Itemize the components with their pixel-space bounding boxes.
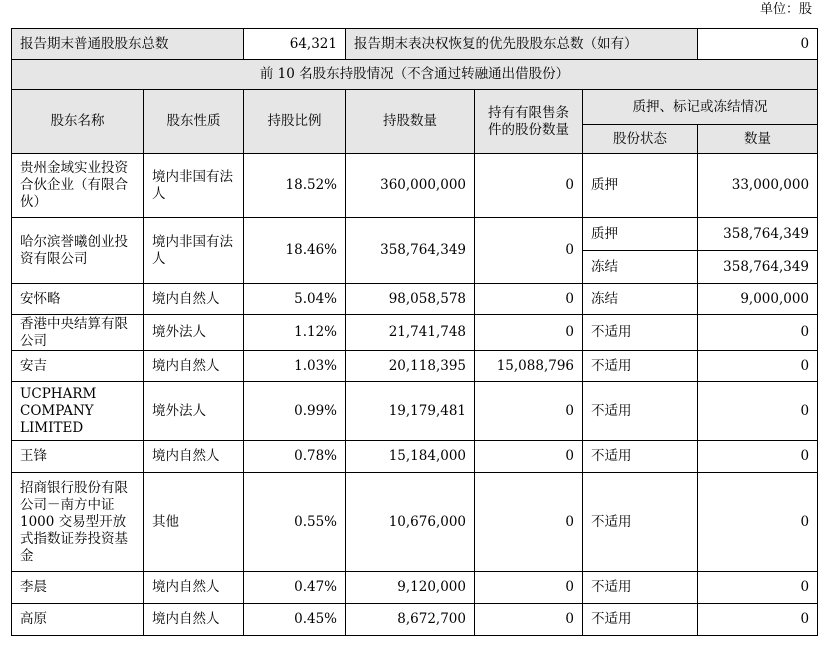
common-holders-label: 报告期末普通股股东总数 — [12, 29, 244, 60]
shareholder-name: UCPHARM COMPANY LIMITED — [12, 382, 144, 441]
preferred-holders-value: 0 — [698, 29, 818, 60]
share-status-quantity: 0 — [698, 441, 818, 473]
share-status-quantity: 0 — [698, 473, 818, 572]
holding-quantity: 358,764,349 — [346, 218, 475, 284]
holding-quantity: 360,000,000 — [346, 154, 475, 218]
holding-ratio: 0.99% — [244, 382, 346, 441]
share-status-quantity: 0 — [698, 382, 818, 441]
holding-quantity: 8,672,700 — [346, 604, 475, 636]
share-status: 不适用 — [583, 315, 698, 351]
shareholder-nature: 境内自然人 — [144, 284, 244, 315]
restricted-quantity: 0 — [475, 441, 583, 473]
holding-quantity: 20,118,395 — [346, 351, 475, 382]
share-status-quantity: 0 — [698, 351, 818, 382]
col-header-ratio: 持股比例 — [244, 90, 346, 154]
share-status-quantity: 0 — [698, 572, 818, 604]
holding-ratio: 0.45% — [244, 604, 346, 636]
table-row — [12, 315, 818, 351]
holding-quantity: 21,741,748 — [346, 315, 475, 351]
restricted-quantity: 0 — [475, 382, 583, 441]
shareholder-nature: 其他 — [144, 473, 244, 572]
col-header-pledge-status: 股份状态 — [583, 125, 698, 154]
share-status: 质押 — [583, 218, 698, 251]
share-status: 冻结 — [583, 251, 698, 284]
restricted-quantity: 0 — [475, 284, 583, 315]
shareholder-name: 高原 — [12, 604, 144, 636]
common-holders-value: 64,321 — [244, 29, 346, 60]
holding-ratio: 0.78% — [244, 441, 346, 473]
shareholder-nature: 境内自然人 — [144, 441, 244, 473]
table-row — [12, 154, 818, 218]
table-row — [12, 441, 818, 473]
col-header-nature: 股东性质 — [144, 90, 244, 154]
holding-quantity: 10,676,000 — [346, 473, 475, 572]
share-status-quantity: 0 — [698, 315, 818, 351]
share-status: 不适用 — [583, 473, 698, 572]
preferred-holders-label: 报告期末表决权恢复的优先股股东总数（如有） — [346, 29, 698, 60]
share-status: 不适用 — [583, 382, 698, 441]
table-row — [12, 473, 818, 572]
col-header-pledge-group: 质押、标记或冻结情况 — [583, 90, 818, 125]
shareholder-name: 王锋 — [12, 441, 144, 473]
col-header-quantity: 持股数量 — [346, 90, 475, 154]
holding-ratio: 1.03% — [244, 351, 346, 382]
holding-ratio: 5.04% — [244, 284, 346, 315]
share-status-quantity: 0 — [698, 604, 818, 636]
holding-ratio: 18.52% — [244, 154, 346, 218]
section-title-row — [12, 60, 818, 90]
unit-label: 单位：股 — [759, 2, 812, 17]
shareholder-name: 贵州金域实业投资合伙企业（有限合伙） — [12, 154, 144, 218]
shareholder-name: 招商银行股份有限公司－南方中证 1000 交易型开放式指数证券投资基金 — [12, 473, 144, 572]
shareholder-name: 香港中央结算有限公司 — [12, 315, 144, 351]
share-status-quantity: 358,764,349 — [698, 218, 818, 251]
shareholder-name: 安吉 — [12, 351, 144, 382]
shareholder-nature: 境内自然人 — [144, 604, 244, 636]
table-row — [12, 604, 818, 636]
holding-ratio: 18.46% — [244, 218, 346, 284]
shareholder-nature: 境内自然人 — [144, 572, 244, 604]
restricted-quantity: 15,088,796 — [475, 351, 583, 382]
header-row — [12, 90, 818, 125]
share-status: 不适用 — [583, 604, 698, 636]
holding-ratio: 1.12% — [244, 315, 346, 351]
table-row — [12, 382, 818, 441]
holding-quantity: 98,058,578 — [346, 284, 475, 315]
shareholder-nature: 境内非国有法人 — [144, 218, 244, 284]
shareholder-table — [11, 28, 818, 636]
shareholder-name: 哈尔滨誉曦创业投资有限公司 — [12, 218, 144, 284]
share-status-quantity: 358,764,349 — [698, 251, 818, 284]
share-status: 不适用 — [583, 572, 698, 604]
share-status: 不适用 — [583, 441, 698, 473]
holding-quantity: 9,120,000 — [346, 572, 475, 604]
table-row — [12, 284, 818, 315]
holding-ratio: 0.47% — [244, 572, 346, 604]
share-status: 不适用 — [583, 351, 698, 382]
restricted-quantity: 0 — [475, 315, 583, 351]
col-header-pledge-qty: 数量 — [698, 125, 818, 154]
shareholder-name: 李晨 — [12, 572, 144, 604]
table-row — [12, 218, 818, 251]
holding-quantity: 19,179,481 — [346, 382, 475, 441]
summary-row — [12, 29, 818, 60]
share-status: 冻结 — [583, 284, 698, 315]
restricted-quantity: 0 — [475, 572, 583, 604]
share-status-quantity: 33,000,000 — [698, 154, 818, 218]
restricted-quantity: 0 — [475, 473, 583, 572]
holding-ratio: 0.55% — [244, 473, 346, 572]
shareholder-name: 安怀略 — [12, 284, 144, 315]
col-header-restricted: 持有有限售条件的股份数量 — [475, 90, 583, 154]
table-row — [12, 572, 818, 604]
share-status-quantity: 9,000,000 — [698, 284, 818, 315]
restricted-quantity: 0 — [475, 154, 583, 218]
col-header-name: 股东名称 — [12, 90, 144, 154]
holding-quantity: 15,184,000 — [346, 441, 475, 473]
restricted-quantity: 0 — [475, 604, 583, 636]
share-status: 质押 — [583, 154, 698, 218]
shareholder-nature: 境内自然人 — [144, 351, 244, 382]
section-title: 前 10 名股东持股情况（不含通过转融通出借股份） — [12, 60, 818, 90]
shareholder-nature: 境内非国有法人 — [144, 154, 244, 218]
shareholder-nature: 境外法人 — [144, 315, 244, 351]
restricted-quantity: 0 — [475, 218, 583, 284]
shareholder-nature: 境外法人 — [144, 382, 244, 441]
table-row — [12, 351, 818, 382]
